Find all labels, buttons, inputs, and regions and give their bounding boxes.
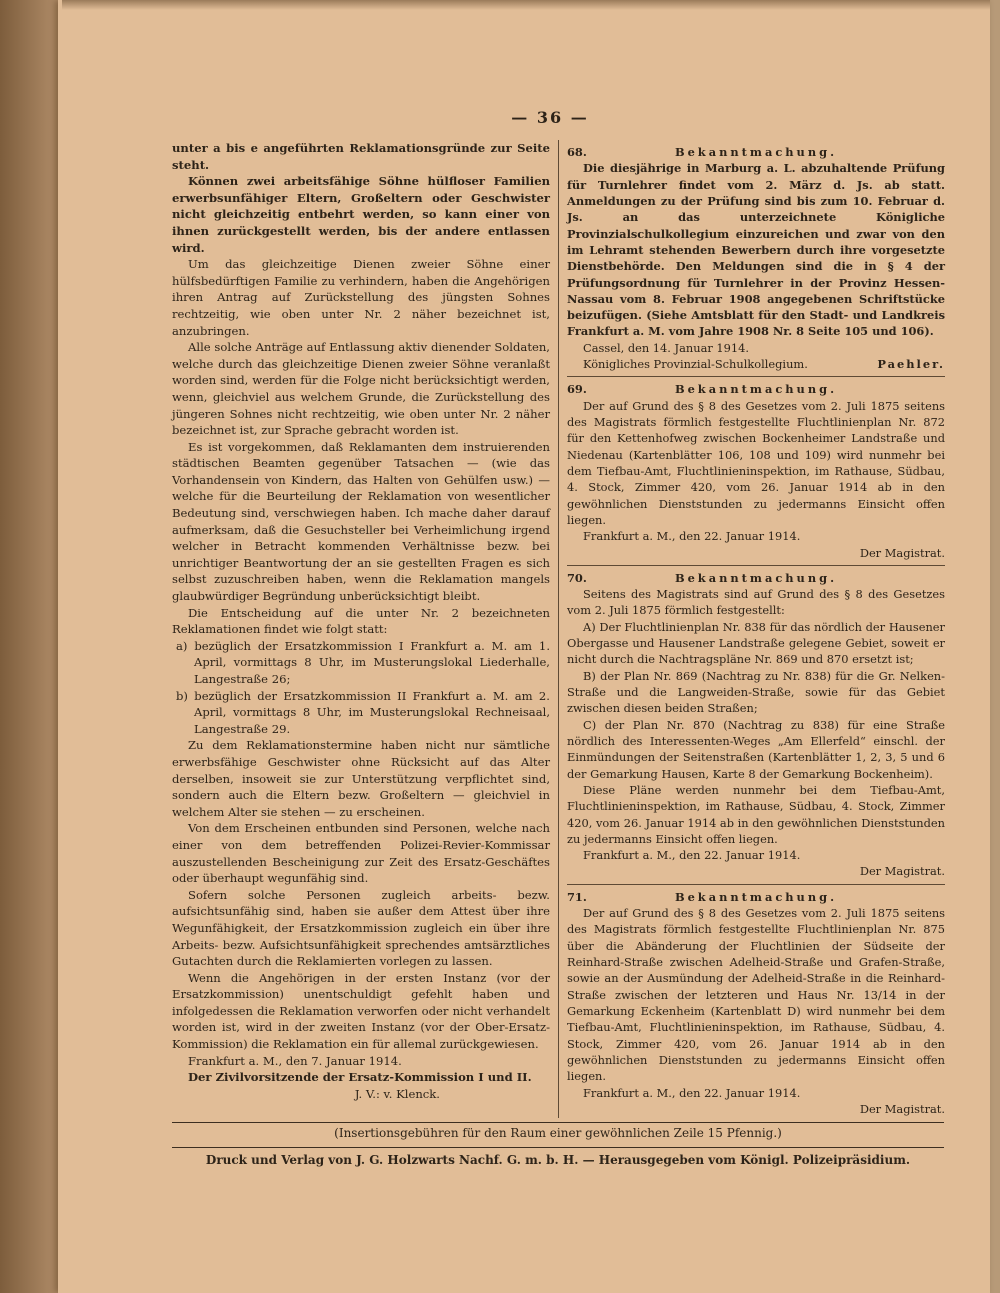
notice-body: Der auf Grund des § 8 des Gesetzes vom 2. Juli 1875 seitens des Magistrats förmlich festgestellte Fluchtlinienplan Nr. 875 über die Abänderung der Fluchtlinien der Südseite der Reinhard-Straße zwischen Adelheid-Straße und Grafen-Straße, sowie an der Ausmündung der Adelheid-Straße in die Reinhard-Straße zwischen der letzteren und Haus Nr. 13/14 in der Gemarkung Eckenheim (Kartenblatt D) wird nunmehr bei dem Tiefbau-Amt, Fluchtlinieninspektion, im Rathause, Südbau, 4. Stock, Zimmer 420, vom 26. Januar 1914 ab in den gewöhnlichen Dienststunden zu jedermanns Einsicht offen liegen. [567,906,945,1084]
right-column [567,140,945,1117]
notice-title: Bekanntmachung. [674,145,838,159]
paragraph: Zu dem Reklamationstermine haben nicht nur sämtliche erwerbsfähige Geschwister ohne Rücksicht auf das Alter derselben, insoweit sie zur Unterstützung verpflichtet sind, sondern auch die Eltern bezw. Großeltern — gleichviel in welchem Alter sie stehen — zu erscheinen. [172,738,550,819]
date-line: Frankfurt a. M., den 22. Januar 1914. [583,529,801,544]
paragraph: Die Entscheidung auf die unter Nr. 2 bezeichneten Reklamationen findet wie folgt statt: [172,605,550,637]
date-line: Cassel, den 14. Januar 1914. [583,340,750,355]
notice-title: Bekanntmachung. [674,889,838,904]
notice-number: 70. [567,570,587,585]
signature-title: Der Zivilvorsitzende der Ersatz-Kommission I und II. [188,1070,532,1085]
notice-title: Bekanntmachung. [674,570,838,585]
paragraph: Sofern solche Personen zugleich arbeits- bezw. aufsichtsunfähig sind, haben sie außer dem Attest über ihre Wegunfähigkeit, der Ersatzkommission zugleich ein über ihre Arbeits- bezw. Aufsichtsunfähigkeit sprechendes amtsärztliches Gutachten durch die Reklamierten vorlegen zu lassen. [172,887,550,969]
separator [567,376,945,377]
paragraph: unter a bis e angeführten Reklamationsgründe zur Seite steht. [172,141,550,172]
paragraph: Können zwei arbeitsfähige Söhne hülfloser Familien erwerbsunfähiger Eltern, Großeltern oder Geschwister nicht gleichzeitig entbehrt werden, so kann einer von ihnen zurückgestellt werden, bis der andere entlassen wird. [172,174,550,255]
notice-title: Bekanntmachung. [674,382,838,397]
separator [567,884,945,885]
notice-body: Die diesjährige in Marburg a. L. abzuhaltende Prüfung für Turnlehrer findet vom 2. März d. Js. ab statt. Anmeldungen zu der Prüfung sind bis zum 10. Februar d. Js. an das unterzeichnete Königliche Provinzialschulkollegium einzureichen und zwar von den im Lehramt stehenden Bewerbern durch ihre vorgesetzte Dienstbehörde. Den Meldungen sind die in § 4 der Prüfungsordnung für Turnlehrer in der Provinz Hessen-Nassau vom 8. Februar 1908 angegebenen Schriftstücke beizufügen. (Siehe Amtsblatt für den Stadt- und Landkreis Frankfurt a. M. vom Jahre 1908 Nr. 8 Seite 105 und 106). [567,161,945,339]
paragraph: Von dem Erscheinen entbunden sind Personen, welche nach einer von dem betreffenden Polizei-Revier-Kommissar auszustellenden Bescheinigung zur Zeit des Ersatz-Geschäftes oder überhaupt wegunfähig sind. [172,821,550,886]
column-divider [558,140,559,1118]
commission-list [172,638,550,738]
page-number: — 36 — [511,108,589,127]
left-column [172,140,550,1102]
signature-name: Paehler. [877,357,945,372]
signature-authority: Königliches Provinzial-Schulkollegium. [583,357,808,372]
notice-body: Seitens des Magistrats sind auf Grund des § 8 des Gesetzes vom 2. Juli 1875 förmlich festgestellt: [567,587,945,618]
notice-header [567,889,945,905]
plan-item: C) der Plan Nr. 870 (Nachtrag zu 838) für eine Straße nördlich des Interessenten-Weges „Am Ellerfeld“ einschl. der Einmündungen der Seitenstraßen (Kartenblätter 1, 2, 3, 5 und 6 der Gemarkung Hausen, Karte 8 der Gemarkung Bockenheim). [567,717,945,781]
signature-line [567,356,945,372]
signature: Der Magistrat. [859,545,945,560]
date-line: Frankfurt a. M., den 22. Januar 1914. [583,848,801,863]
book-gutter [0,0,58,1293]
signature: Der Magistrat. [859,864,945,879]
paragraph: Um das gleichzeitige Dienen zweier Söhne einer hülfsbedürftigen Familie zu verhindern, haben die Angehörigen ihren Antrag auf Zurückstellung des jüngsten Sohnes rechtzeitig, wie oben unter Nr. 2 näher bezeichnet ist, anzubringen. [172,257,550,338]
date-line: Frankfurt a. M., den 7. Januar 1914. [188,1053,402,1068]
notice-body: Diese Pläne werden nunmehr bei dem Tiefbau-Amt, Fluchtlinieninspektion, im Rathause, Südbau, 4. Stock, Zimmer 420, vom 26. Januar 1914 ab in den gewöhnlichen Dienststunden zu jedermanns Einsicht offen liegen. [567,782,945,846]
plan-item: B) der Plan Nr. 869 (Nachtrag zu Nr. 838) für die Gr. Nelken-Straße und die Langweiden-Straße, sowie für das Gebiet zwischen diesen beiden Straßen; [567,668,945,716]
notice-header [567,381,945,397]
notice-header [567,144,945,160]
separator [567,565,945,566]
notice-header [567,570,945,586]
notice-number: 69. [567,382,587,397]
notice-number: 71. [567,889,587,904]
footer-rule-top [172,1122,944,1123]
footer-rule-bottom [172,1147,944,1148]
list-item: b) bezüglich der Ersatzkommission II Frankfurt a. M. am 2. April, vormittags 8 Uhr, im Musterungslokal Rechneisaal, Langestraße 29. [176,688,550,736]
paragraph: Alle solche Anträge auf Entlassung aktiv dienender Soldaten, welche durch das gleichzeitige Dienen zweier Söhne veranlaßt worden sind, werden für die Folge nicht berücksichtigt werden, wenn, gleichviel aus welchem Grunde, die Zurückstellung des jüngeren Sohnes nicht rechtzeitig, wie oben unter Nr. 2 näher bezeichnet ist, zur Sprache gebracht worden ist. [172,340,550,438]
signature-name: J. V.: v. Klenck. [354,1086,440,1101]
page-top-edge [62,0,990,10]
notice-body: Der auf Grund des § 8 des Gesetzes vom 2. Juli 1875 seitens des Magistrats förmlich festgestellte Fluchtlinienplan Nr. 872 für den Kettenhofweg zwischen Bockenheimer Landstraße und Niedenau (Kartenblätter 106, 108 und 109) wird nunmehr bei dem Tiefbau-Amt, Fluchtlinieninspektion, im Rathause, Südbau, 4. Stock, Zimmer 420, vom 26. Januar 1914 ab in den gewöhnlichen Dienststunden zu jedermanns Einsicht offen liegen. [567,398,945,527]
insertion-fee-note: (Insertionsgebühren für den Raum einer gewöhnlichen Zeile 15 Pfennig.) [334,1126,782,1140]
notice-number: 68. [567,145,587,159]
paragraph: Wenn die Angehörigen in der ersten Instanz (vor der Ersatzkommission) unentschuldigt gefehlt haben und infolgedessen die Reklamation verworfen oder nicht verhandelt worden ist, wird in der zweiten Instanz (vor der Ober-Ersatz-Kommission) die Reklamation ein für allemal zurückgewiesen. [172,970,550,1052]
paragraph: Es ist vorgekommen, daß Reklamanten dem instruierenden städtischen Beamten gegenüber Tatsachen — (wie das Vorhandensein von Kindern, das Halten von Gehülfen usw.) — welche für die Beurteilung der Reklamation von wesentlicher Bedeutung sind, verschwiegen haben. Ich mache daher darauf aufmerksam, daß die Gesuchsteller bei Verheimlichung irgend welcher in Betracht kommenden Verhältnisse bezw. bei unrichtiger Beantwortung der an sie gestellten Fragen es sich selbst zuzuschreiben haben, wenn die Reklamation mangels glaubwürdiger Begründung unberücksichtigt bleibt. [172,439,550,604]
date-line: Frankfurt a. M., den 22. Januar 1914. [583,1085,801,1100]
list-item: a) bezüglich der Ersatzkommission I Frankfurt a. M. am 1. April, vormittags 8 Uhr, im Musterungslokal Liederhalle, Langestraße 26; [176,638,550,686]
plan-item: A) Der Fluchtlinienplan Nr. 838 für das nördlich der Hausener Obergasse und Hausener Landstraße gelegene Gebiet, soweit er nicht durch die Nachtragspläne Nr. 869 und 870 ersetzt ist; [567,619,945,667]
signature: Der Magistrat. [859,1101,945,1116]
imprint: Druck und Verlag von J. G. Holzwarts Nachf. G. m. b. H. — Herausgegeben vom Königl. Polizeipräsidium. [205,1153,911,1167]
